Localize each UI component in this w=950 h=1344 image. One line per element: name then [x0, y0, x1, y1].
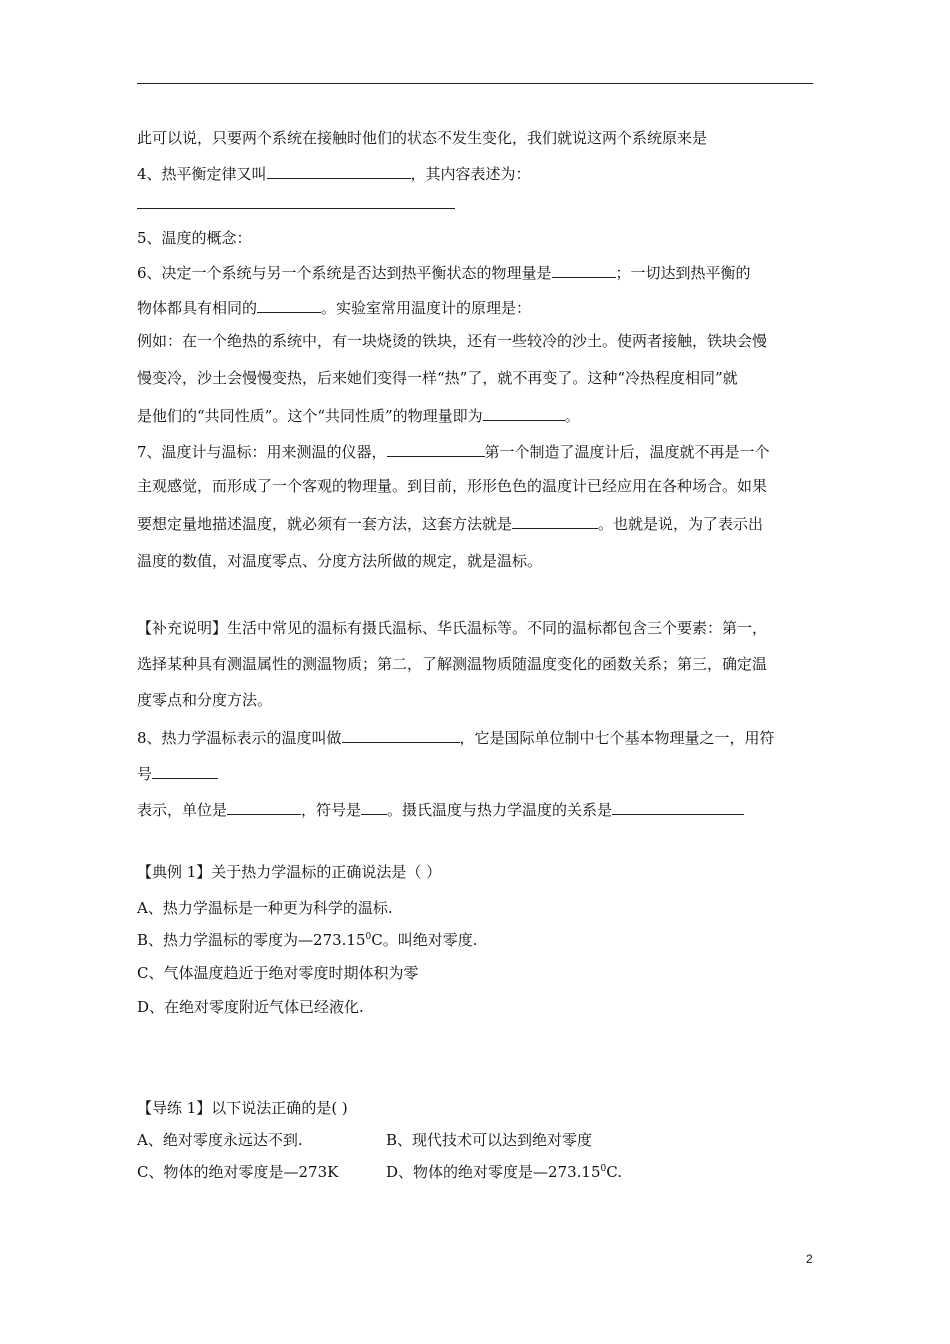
text: 【补充说明】生活中常见的温标有摄氏温标、华氏温标等。不同的温标都包含三个要素：第一， — [137, 619, 768, 637]
answer-blank[interactable] — [152, 762, 218, 779]
option-c: C、物体的绝对零度是—273K — [137, 1163, 339, 1181]
text: 。实验室常用温度计的原理是： — [321, 299, 532, 317]
answer-blank[interactable] — [257, 296, 321, 313]
option-b: B、现代技术可以达到绝对零度 — [386, 1131, 593, 1149]
option-a — [137, 898, 393, 918]
example-1-title — [137, 862, 441, 882]
option-d — [137, 997, 364, 1017]
text: 温度的数值，对温度零点、分度方法所做的规定，就是温标。 — [137, 552, 543, 570]
supplement-note — [137, 618, 767, 638]
text: 例如：在一个绝热的系统中，有一块烧烫的铁块，还有一些较冷的沙土。使两者接触，铁块会慢 — [137, 332, 768, 350]
text: C. — [606, 1163, 622, 1181]
text-line — [137, 551, 542, 571]
text: B、热力学温标的零度为—273.15 — [137, 931, 366, 949]
header-rule — [137, 83, 813, 84]
option-d — [386, 1163, 622, 1181]
option-b — [137, 930, 478, 950]
question-7 — [137, 440, 770, 462]
answer-blank[interactable] — [552, 261, 616, 278]
text-line — [137, 331, 767, 351]
answer-blank-line[interactable] — [137, 208, 455, 209]
text: ，符号是 — [301, 801, 362, 819]
text: 6、决定一个系统与另一个系统是否达到热平衡状态的物理量是 — [137, 264, 552, 282]
answer-blank[interactable] — [483, 404, 565, 421]
text: 4、热平衡定律又叫 — [137, 165, 267, 183]
answer-blank[interactable] — [342, 726, 460, 743]
text: D、物体的绝对零度是—273.15 — [386, 1163, 601, 1181]
question-5 — [137, 228, 252, 248]
text: 选择某种具有测温属性的测温物质；第二，了解测温物质随温度变化的函数关系；第三，确定温 — [137, 655, 768, 673]
text-line — [137, 404, 580, 426]
text-line — [137, 654, 767, 674]
text: C、气体温度趋近于绝对零度时期体积为零 — [137, 964, 419, 982]
text: 。也就是说，为了表示出 — [598, 515, 764, 533]
practice-options-row-2 — [137, 1162, 622, 1182]
option-c — [137, 963, 418, 983]
text: 物体都具有相同的 — [137, 299, 258, 317]
text: 度零点和分度方法。 — [137, 691, 273, 709]
text: 慢变冷，沙土会慢慢变热，后来她们变得一样“热”了，就不再变了。这种“冷热程度相同”就 — [137, 369, 738, 387]
text: 要想定量地描述温度，就必须有一套方法，这套方法就是 — [137, 515, 513, 533]
answer-blank[interactable] — [267, 162, 411, 179]
text: 此可以说，只要两个系统在接触时他们的状态不发生变化，我们就说这两个系统原来是 — [137, 129, 708, 147]
text: 8、热力学温标表示的温度叫做 — [137, 729, 342, 747]
text: D、在绝对零度附近气体已经液化. — [137, 998, 364, 1016]
question-4 — [137, 162, 531, 184]
text-line — [137, 296, 531, 318]
question-8 — [137, 726, 775, 748]
question-6 — [137, 261, 751, 283]
option-a: A、绝对零度永远达不到. — [137, 1131, 303, 1149]
text: ，它是国际单位制中七个基本物理量之一，用符 — [459, 729, 775, 747]
text-line — [137, 690, 272, 710]
degree-superscript: 0 — [365, 932, 372, 942]
page-number: 2 — [806, 1252, 813, 1266]
text: 是他们的“共同性质”。这个“共同性质”的物理量即为 — [137, 407, 483, 425]
text: 5、温度的概念： — [137, 229, 252, 247]
text: 。 — [564, 407, 580, 425]
text: 【导练 1】以下说法正确的是( ) — [137, 1099, 348, 1117]
text: 主观感觉，而形成了一个客观的物理量。到目前，形形色色的温度计已经应用在各种场合。如果 — [137, 477, 768, 495]
text: 表示，单位是 — [137, 801, 228, 819]
text-line — [137, 762, 218, 784]
answer-blank[interactable] — [361, 798, 387, 815]
text-line — [137, 368, 738, 388]
text: A、热力学温标是一种更为科学的温标. — [137, 899, 393, 917]
text-line — [137, 798, 744, 820]
practice-1-title — [137, 1098, 348, 1118]
text-line — [137, 476, 767, 496]
text: 第一个制造了温度计后，温度就不再是一个 — [484, 443, 770, 461]
answer-blank[interactable] — [227, 798, 301, 815]
text: 7、温度计与温标：用来测温的仪器， — [137, 443, 387, 461]
text-line — [137, 512, 763, 534]
answer-blank[interactable] — [387, 440, 485, 457]
text: C。叫绝对零度. — [371, 931, 478, 949]
practice-options-row-1 — [137, 1130, 592, 1150]
text: 【典例 1】关于热力学温标的正确说法是（ ） — [137, 863, 442, 881]
text: 。摄氏温度与热力学温度的关系是 — [387, 801, 613, 819]
text: ；一切达到热平衡的 — [615, 264, 751, 282]
degree-superscript: 0 — [600, 1164, 607, 1174]
text: ，其内容表述为： — [410, 165, 531, 183]
text: 号 — [137, 765, 153, 783]
text-line — [137, 128, 707, 148]
answer-blank[interactable] — [512, 512, 598, 529]
answer-blank[interactable] — [612, 798, 744, 815]
